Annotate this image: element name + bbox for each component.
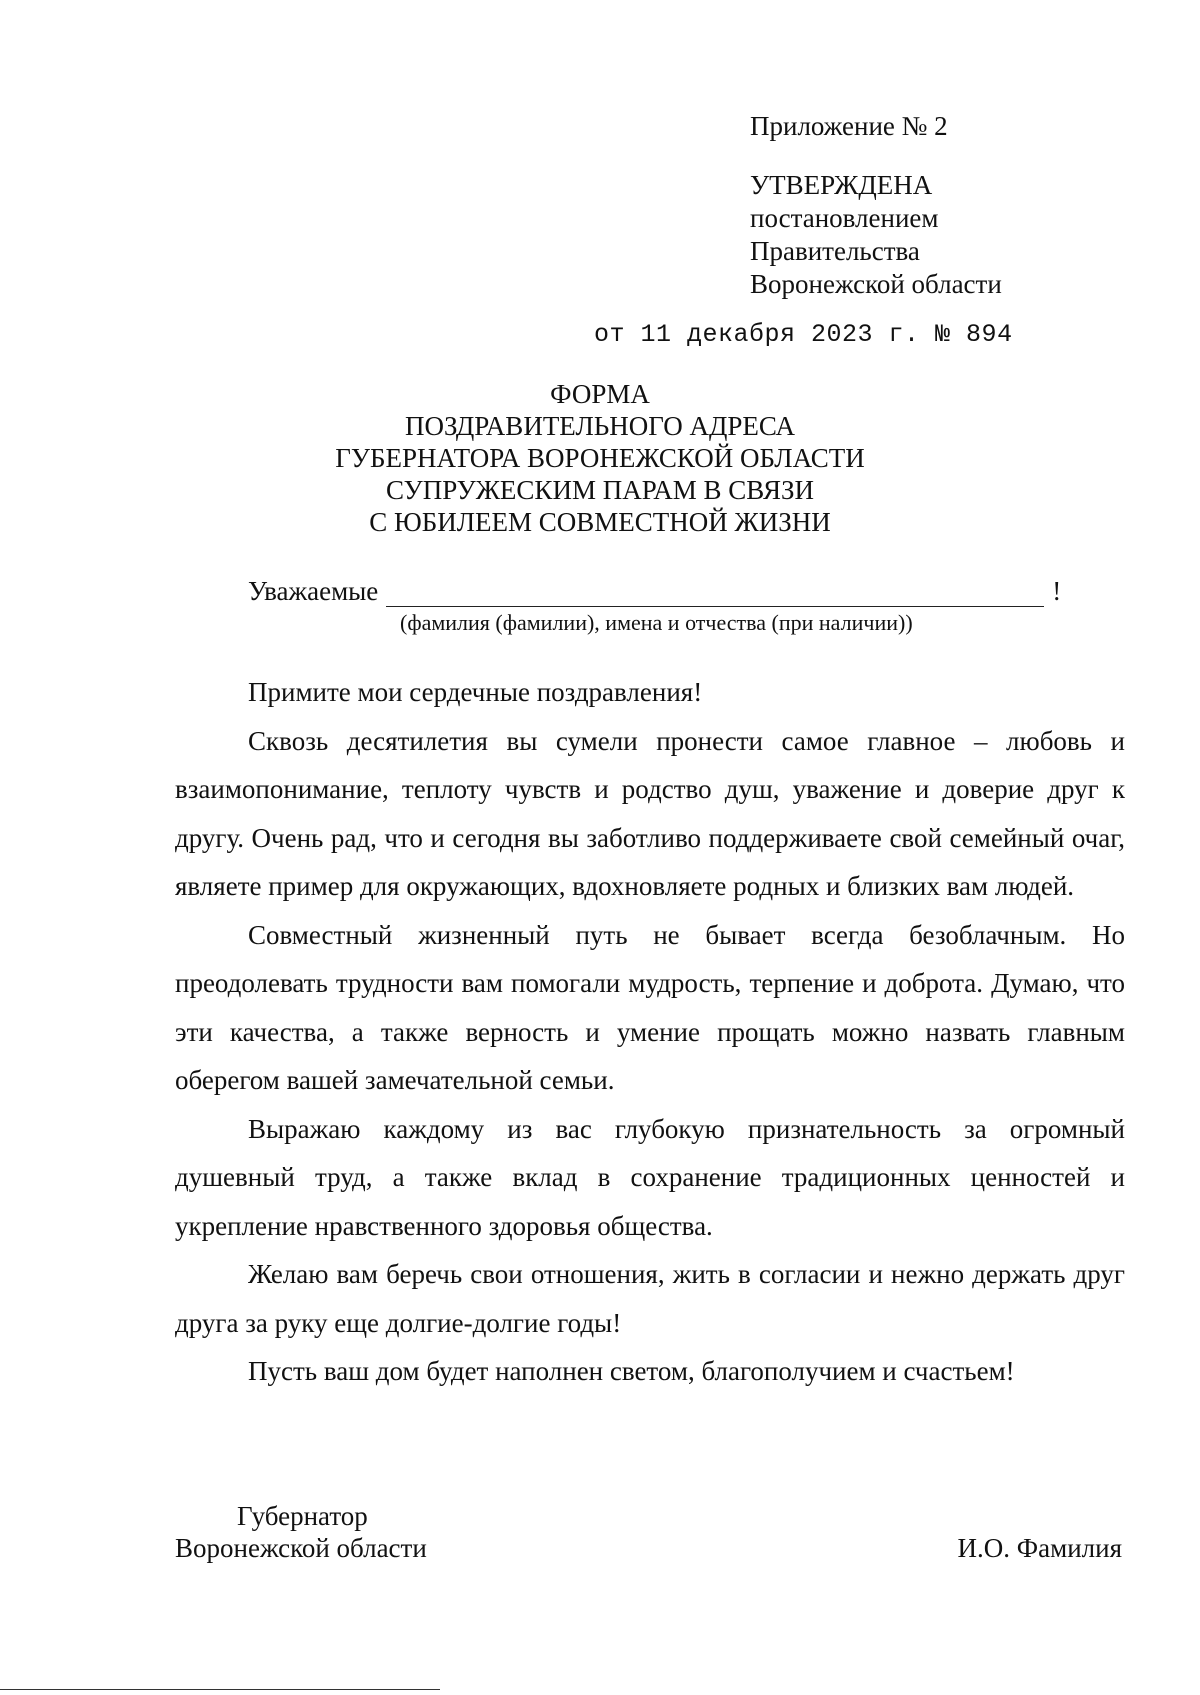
signatory-region: Воронежской области xyxy=(175,1533,427,1563)
footer-divider xyxy=(0,1689,440,1690)
paragraph: Выражаю каждому из вас глубокую признательность за огромный душевный труд, а также вклад в сохранение традиционных ценностей и укрепление нравственного здоровья общества. xyxy=(175,1113,1125,1241)
title-line: ГУБЕРНАТОРА ВОРОНЕЖСКОЙ ОБЛАСТИ xyxy=(335,443,865,473)
title-line: ФОРМА xyxy=(550,379,650,409)
approved-by-line: Правительства xyxy=(750,236,920,266)
title-line: С ЮБИЛЕЕМ СОВМЕСТНОЙ ЖИЗНИ xyxy=(369,507,831,537)
paragraph: Сквозь десятилетия вы сумели пронести самое главное – любовь и взаимопонимание, теплоту чувств и родство душ, уважение и доверие друг к другу. Очень рад, что и сегодня вы заботливо поддерживаете свой семейный очаг, являете пример для окружающих, вдохновляете родных и близких вам людей. xyxy=(175,725,1125,901)
exclamation-mark: ! xyxy=(1052,576,1062,606)
letter-body xyxy=(175,668,1125,1396)
signatory-title: Губернатор xyxy=(237,1501,368,1531)
approved-label: УТВЕРЖДЕНА xyxy=(750,170,933,200)
decree-date: от 11 декабря 2023 г. № 894 xyxy=(594,320,1013,349)
title-line: ПОЗДРАВИТЕЛЬНОГО АДРЕСА xyxy=(404,411,796,441)
recipient-name-blank[interactable] xyxy=(386,578,1044,607)
paragraph: Желаю вам беречь свои отношения, жить в согласии и нежно держать друг друга за руку еще долгие-долгие годы! xyxy=(175,1259,1125,1338)
paragraph: Примите мои сердечные поздравления! xyxy=(248,677,703,707)
salutation: Уважаемые xyxy=(248,576,379,606)
approved-by-line: Воронежской области xyxy=(750,269,1002,299)
appendix-label: Приложение № 2 xyxy=(750,111,948,141)
paragraph: Совместный жизненный путь не бывает всегда безоблачным. Но преодолевать трудности вам помогали мудрость, терпение и доброта. Думаю, что эти качества, а также верность и умение прощать можно назвать главным оберегом вашей замечательной семьи. xyxy=(175,919,1125,1095)
greeting-line xyxy=(248,576,1061,607)
approved-by-line: постановлением xyxy=(750,203,939,233)
recipient-name-hint: (фамилия (фамилии), имена и отчества (при наличии)) xyxy=(400,610,913,635)
appendix-block xyxy=(750,110,1002,301)
signatory-name: И.О. Фамилия xyxy=(957,1533,1122,1563)
paragraph: Пусть ваш дом будет наполнен светом, благополучием и счастьем! xyxy=(248,1356,1015,1386)
form-title xyxy=(300,378,900,538)
title-line: СУПРУЖЕСКИМ ПАРАМ В СВЯЗИ xyxy=(386,475,814,505)
